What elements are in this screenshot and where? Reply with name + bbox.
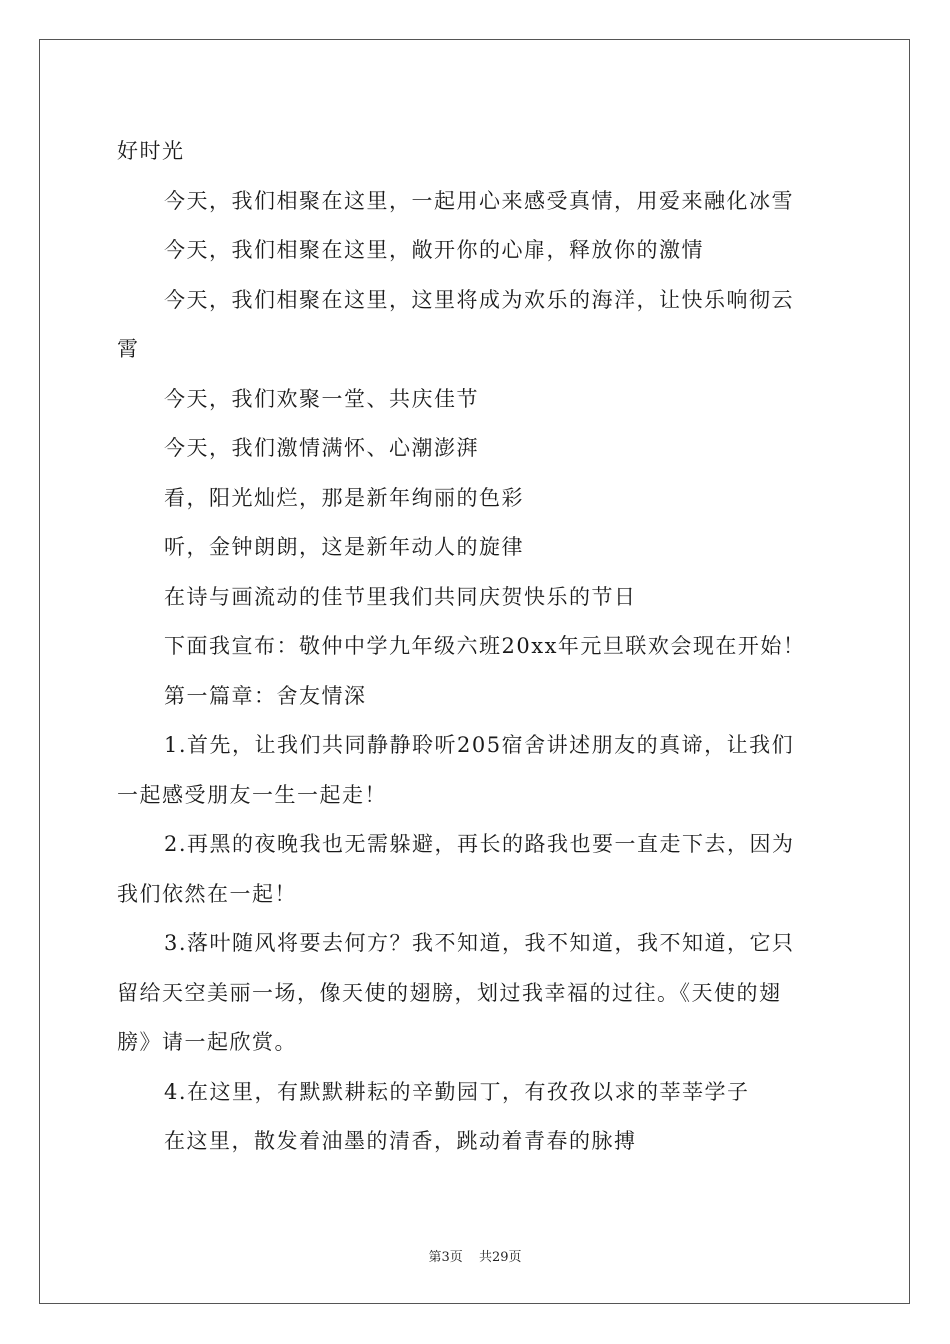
text-line: 3.落叶随风将要去何方？我不知道，我不知道，我不知道，它只	[164, 931, 795, 955]
text-line: 在这里，散发着油墨的清香，跳动着青春的脉搏	[164, 1129, 637, 1153]
text-line: 留给天空美丽一场，像天使的翅膀，划过我幸福的过往。《天使的翅	[117, 980, 782, 1005]
text-line: 今天，我们激情满怀、心潮澎湃	[164, 436, 479, 460]
text-line: 看，阳光灿烂，那是新年绚丽的色彩	[164, 485, 524, 510]
text-line: 一起感受朋友一生一起走！	[117, 782, 387, 807]
document-body	[117, 127, 837, 1167]
text-line: 2.再黑的夜晚我也无需躲避，再长的路我也要一直走下去，因为	[164, 832, 795, 856]
text-line: 下面我宣布：敬仲中学九年级六班20xx年元旦联欢会现在开始！	[164, 634, 806, 658]
text-line: 今天，我们相聚在这里，这里将成为欢乐的海洋，让快乐响彻云	[164, 287, 794, 312]
text-line: 今天，我们相聚在这里，一起用心来感受真情，用爱来融化冰雪	[164, 188, 794, 213]
page-total: 共29页	[478, 1250, 522, 1265]
text-line: 听，金钟朗朗，这是新年动人的旋律	[164, 535, 524, 559]
text-line: 今天，我们相聚在这里，敞开你的心扉，释放你的激情	[164, 238, 704, 262]
text-line: 霄	[117, 337, 140, 361]
section-heading: 第一篇章：舍友情深	[164, 683, 367, 708]
text-line: 我们依然在一起！	[117, 881, 297, 906]
text-line: 在诗与画流动的佳节里我们共同庆贺快乐的节日	[164, 584, 637, 609]
text-line: 4.在这里，有默默耕耘的辛勤园丁，有孜孜以求的莘莘学子	[164, 1079, 750, 1104]
text-line: 今天，我们欢聚一堂、共庆佳节	[164, 386, 479, 411]
text-line: 膀》请一起欣赏。	[117, 1030, 297, 1054]
text-line: 1.首先，让我们共同静静聆听205宿舍讲述朋友的真谛，让我们	[164, 733, 795, 757]
page-number: 第3页	[428, 1250, 463, 1265]
text-line: 好时光	[117, 139, 185, 163]
page-footer	[0, 1246, 950, 1265]
